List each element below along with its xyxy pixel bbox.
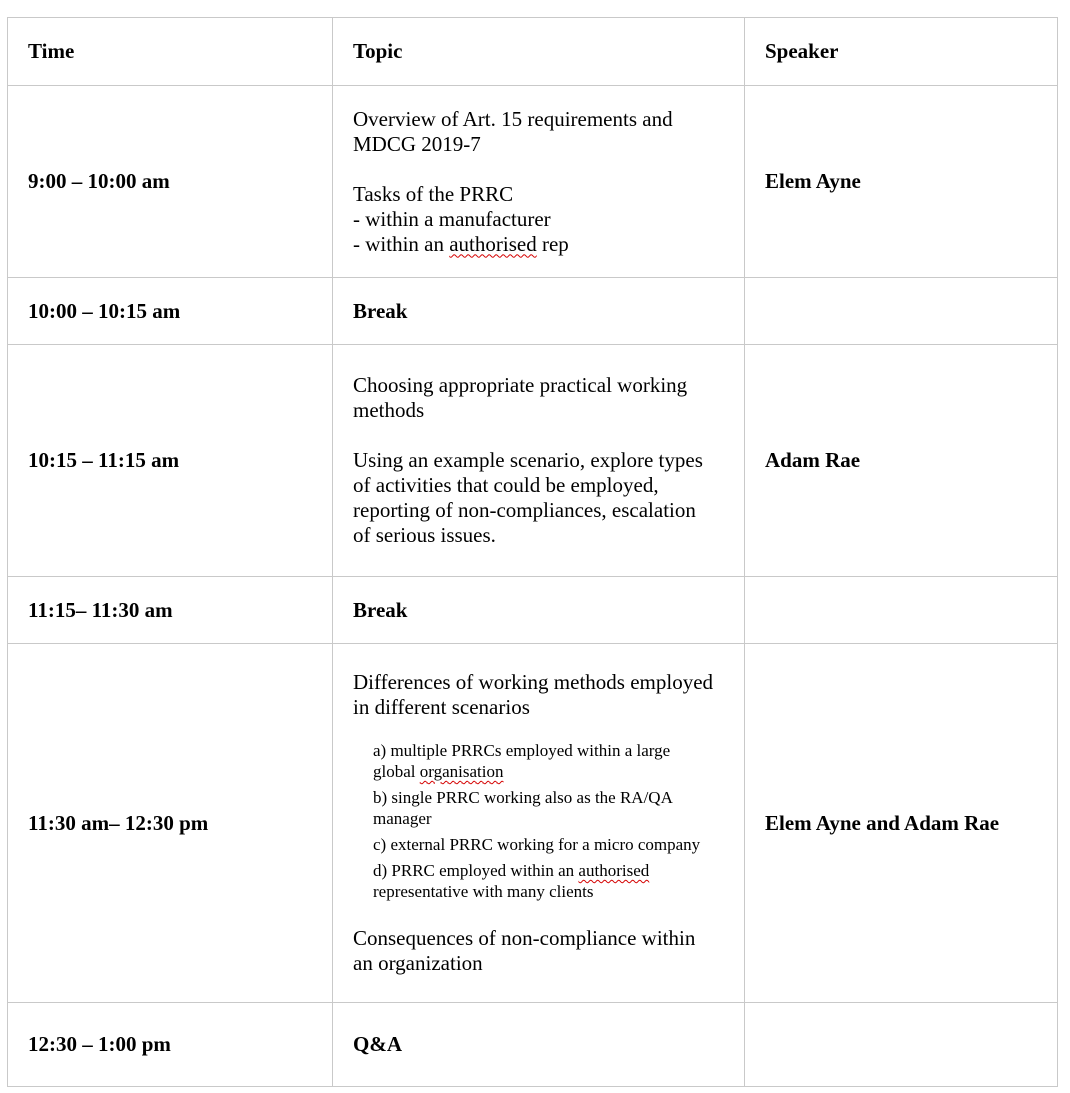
table-row bbox=[8, 577, 1058, 644]
topic-cell bbox=[333, 86, 745, 278]
header-speaker: Speaker bbox=[745, 18, 1058, 86]
topic-line: Differences of working methods employed bbox=[353, 670, 714, 694]
topic-line: Choosing appropriate practical working bbox=[353, 373, 688, 397]
header-topic: Topic bbox=[333, 18, 745, 86]
topic-line bbox=[353, 232, 724, 257]
time-cell: 12:30 – 1:00 pm bbox=[8, 1003, 333, 1087]
header-row bbox=[8, 18, 1058, 86]
topic-line: in different scenarios bbox=[353, 695, 530, 719]
topic-cell: Q&A bbox=[333, 1003, 745, 1087]
speaker-cell bbox=[745, 278, 1058, 345]
topic-line: of activities that could be employed, bbox=[353, 473, 659, 497]
table-row bbox=[8, 345, 1058, 577]
list-item bbox=[373, 740, 724, 782]
header-time: Time bbox=[8, 18, 333, 86]
topic-line: Using an example scenario, explore types bbox=[353, 448, 703, 472]
list-item-text: c) external PRRC working for a micro company bbox=[373, 835, 701, 854]
list-item bbox=[373, 787, 724, 829]
speaker-cell: Adam Rae bbox=[745, 345, 1058, 577]
list-item-text: representative with many clients bbox=[373, 882, 594, 901]
time-cell: 11:30 am– 12:30 pm bbox=[8, 644, 333, 1003]
topic-text: - within an bbox=[353, 231, 450, 256]
table-row bbox=[8, 1003, 1058, 1087]
topic-cell: Break bbox=[333, 278, 745, 345]
topic-cell bbox=[333, 345, 745, 577]
topic-line: Consequences of non-compliance within bbox=[353, 926, 696, 950]
table-row bbox=[8, 86, 1058, 278]
topic-line: MDCG 2019-7 bbox=[353, 131, 481, 156]
speaker-cell bbox=[745, 577, 1058, 644]
topic-cell: Break bbox=[333, 577, 745, 644]
topic-line: Tasks of the PRRC bbox=[353, 181, 514, 206]
list-item-text: d) PRRC employed within an bbox=[373, 861, 579, 880]
scenario-list bbox=[373, 740, 724, 902]
agenda-table bbox=[7, 17, 1058, 1087]
list-item-text: a) multiple PRRCs employed within a large bbox=[373, 741, 671, 760]
list-item-text: b) single PRRC working also as the RA/QA bbox=[373, 788, 673, 807]
topic-line: - within a manufacturer bbox=[353, 206, 551, 231]
table-row bbox=[8, 644, 1058, 1003]
table-row bbox=[8, 278, 1058, 345]
topic-line: of serious issues. bbox=[353, 523, 496, 547]
list-item-text: manager bbox=[373, 809, 432, 828]
speaker-cell: Elem Ayne bbox=[745, 86, 1058, 278]
time-cell: 9:00 – 10:00 am bbox=[8, 86, 333, 278]
topic-line: Overview of Art. 15 requirements and bbox=[353, 106, 673, 131]
time-cell: 11:15– 11:30 am bbox=[8, 577, 333, 644]
speaker-cell bbox=[745, 1003, 1058, 1087]
list-item bbox=[373, 860, 724, 902]
list-item bbox=[373, 834, 724, 855]
speaker-cell: Elem Ayne and Adam Rae bbox=[745, 644, 1058, 1003]
topic-line: methods bbox=[353, 398, 425, 422]
spelling-flagged-word: organisation bbox=[419, 762, 504, 781]
topic-line: reporting of non-compliances, escalation bbox=[353, 498, 696, 522]
list-item-text: global bbox=[373, 762, 420, 781]
topic-line: an organization bbox=[353, 951, 483, 975]
spelling-flagged-word: authorised bbox=[578, 861, 650, 880]
spelling-flagged-word: authorised bbox=[449, 231, 537, 256]
topic-cell bbox=[333, 644, 745, 1003]
time-cell: 10:15 – 11:15 am bbox=[8, 345, 333, 577]
topic-text: rep bbox=[536, 231, 569, 256]
time-cell: 10:00 – 10:15 am bbox=[8, 278, 333, 345]
